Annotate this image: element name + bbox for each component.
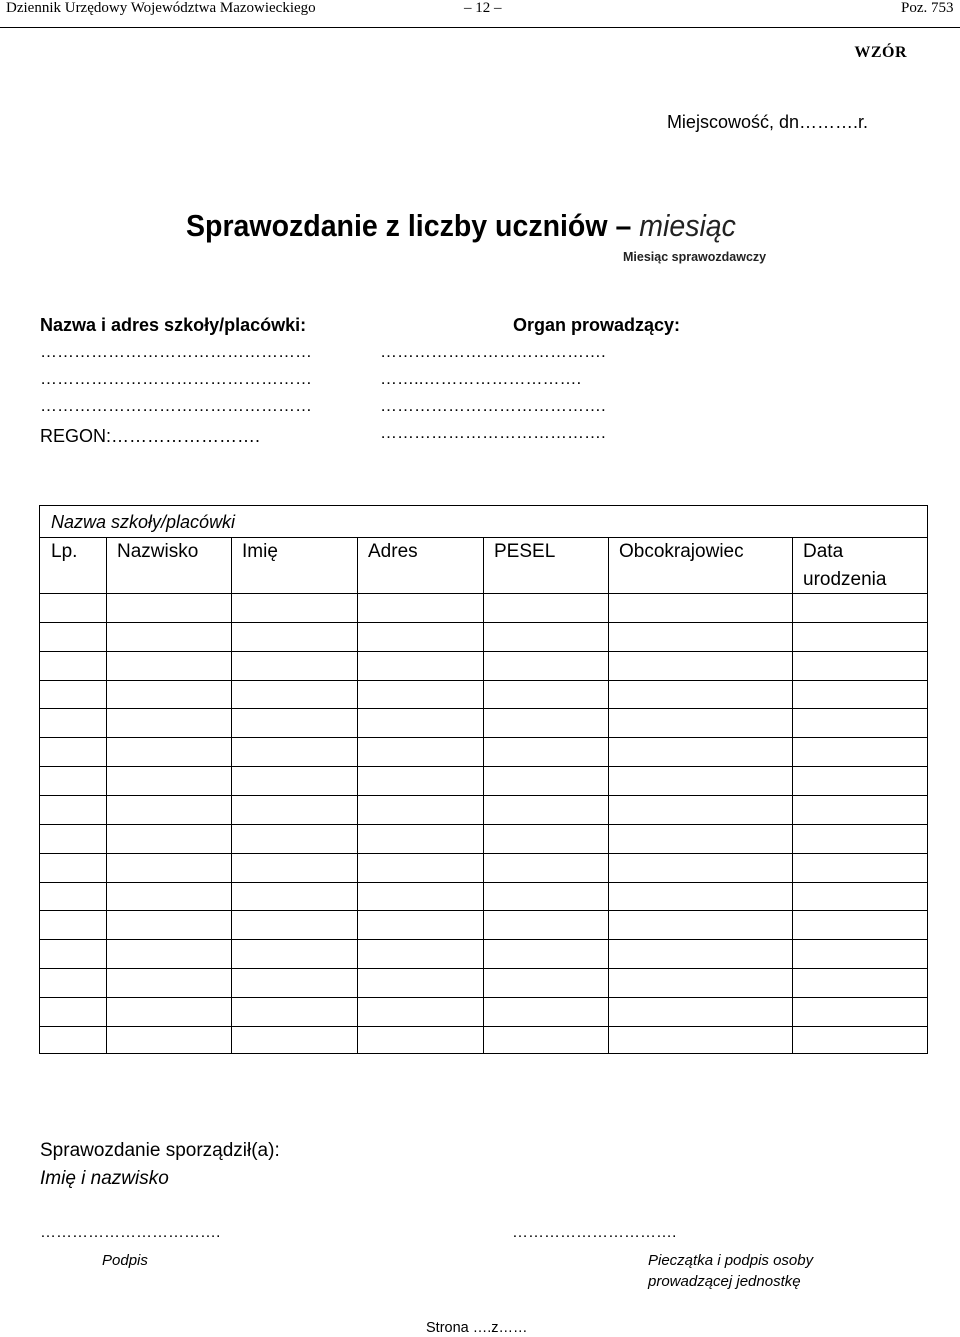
school-line-1: ………………………………………… [40, 342, 312, 361]
page-number: – 12 – [464, 0, 502, 16]
title-month: miesiąc [639, 208, 736, 243]
table-column-line [357, 537, 358, 1053]
signature-line: ……………………………. [40, 1224, 221, 1241]
column-header-data-urodzenia: Data urodzenia [803, 541, 887, 590]
table-column-line [608, 537, 609, 1053]
column-header-adres: Adres [368, 541, 418, 562]
stamp-label-line-1: Pieczątka i podpis osoby [648, 1252, 814, 1269]
prepared-by-label: Sprawozdanie sporządził(a): [40, 1140, 280, 1161]
column-header-pesel: PESEL [494, 541, 556, 562]
column-header-obcokrajowiec: Obcokrajowiec [619, 541, 744, 562]
stamp-line: …………………………. [512, 1224, 677, 1241]
position-number: Poz. 753 [901, 0, 954, 16]
journal-title: Dziennik Urzędowy Województwa Mazowieckiego [6, 0, 316, 16]
organ-line-4: …………………………………. [380, 423, 606, 442]
regon-field: REGON:……………………. [40, 426, 261, 446]
table-column-line [483, 537, 484, 1053]
table-column-line [792, 537, 793, 1053]
signature-label: Podpis [102, 1252, 148, 1269]
column-header-lp: Lp. [51, 541, 78, 562]
table-column-line [231, 537, 232, 1053]
column-header-imie: Imię [242, 541, 278, 562]
place-date-field: Miejscowość, dn……….r. [666, 112, 868, 132]
template-label: WZÓR [854, 44, 907, 61]
page-subtitle: Miesiąc sprawozdawczy [623, 250, 767, 264]
organ-line-1: …………………………………. [380, 342, 606, 361]
name-label: Imię i nazwisko [40, 1168, 169, 1189]
header-rule [0, 27, 960, 28]
table-column-line [106, 537, 107, 1053]
school-line-3: ………………………………………… [40, 396, 312, 415]
table-title: Nazwa szkoły/placówki [51, 512, 236, 532]
stamp-label-line-2: prowadzącej jednostkę [648, 1273, 801, 1290]
organ-line-3: …………………………………. [380, 396, 606, 415]
page-footer: Strona ….z…… [426, 1320, 528, 1336]
title-main: Sprawozdanie z liczby uczniów – [186, 208, 640, 243]
school-line-2: ………………………………………… [40, 369, 312, 388]
page-title [186, 208, 736, 244]
organ-label: Organ prowadzący: [513, 315, 681, 335]
column-header-nazwisko: Nazwisko [117, 541, 199, 562]
students-table [39, 505, 928, 1054]
school-label: Nazwa i adres szkoły/placówki: [40, 315, 307, 335]
organ-line-2: ……..………………………. [380, 369, 582, 388]
